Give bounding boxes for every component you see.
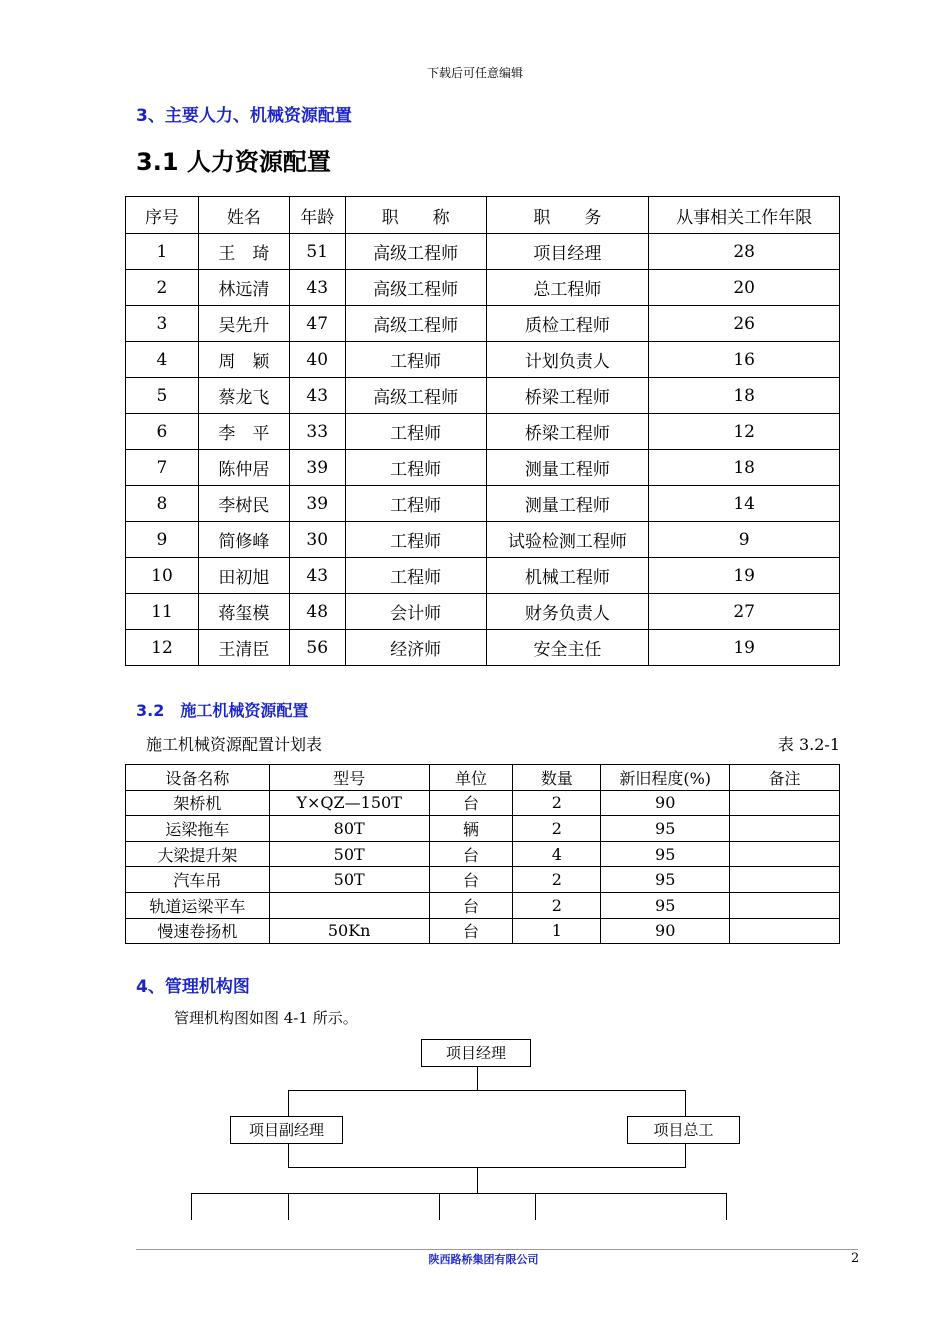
table-cell: 桥梁工程师 bbox=[486, 378, 649, 414]
table-cell: 43 bbox=[289, 270, 345, 306]
table-cell: 2 bbox=[126, 270, 199, 306]
table-cell: 18 bbox=[649, 450, 840, 486]
table-row bbox=[126, 270, 840, 306]
table-cell: 90 bbox=[601, 790, 730, 816]
column-header: 新旧程度(%) bbox=[601, 765, 730, 791]
table-cell: 9 bbox=[649, 522, 840, 558]
table-cell: 19 bbox=[649, 558, 840, 594]
table-cell: 30 bbox=[289, 522, 345, 558]
table-cell: 李 平 bbox=[198, 414, 289, 450]
table-cell: 总工程师 bbox=[486, 270, 649, 306]
org-connector bbox=[726, 1193, 727, 1220]
table-cell: 项目经理 bbox=[486, 234, 649, 270]
org-node-manager: 项目经理 bbox=[421, 1039, 531, 1067]
table-cell: 4 bbox=[513, 841, 601, 867]
column-header: 职 务 bbox=[486, 197, 649, 234]
table-cell: 39 bbox=[289, 450, 345, 486]
table-cell: 高级工程师 bbox=[345, 234, 486, 270]
table-cell: 12 bbox=[649, 414, 840, 450]
table-row bbox=[126, 522, 840, 558]
table-cell: 工程师 bbox=[345, 486, 486, 522]
section-3-1-heading: 3.1 人力资源配置 bbox=[136, 148, 331, 176]
table-cell: 轨道运梁平车 bbox=[126, 892, 270, 918]
section-3-heading: 3、主要人力、机械资源配置 bbox=[136, 106, 352, 126]
table-row bbox=[126, 234, 840, 270]
table-cell: 14 bbox=[649, 486, 840, 522]
table-cell: 田初旭 bbox=[198, 558, 289, 594]
table-cell: 20 bbox=[649, 270, 840, 306]
table-cell: 工程师 bbox=[345, 522, 486, 558]
footer-divider bbox=[136, 1249, 858, 1250]
table-cell: Y×QZ—150T bbox=[269, 790, 429, 816]
footer-company: 陕西路桥集团有限公司 bbox=[428, 1253, 539, 1266]
table-cell: 1 bbox=[513, 918, 601, 944]
table-row bbox=[126, 450, 840, 486]
table-cell: 桥梁工程师 bbox=[486, 414, 649, 450]
table-cell: 95 bbox=[601, 867, 730, 893]
table-cell: 80T bbox=[269, 816, 429, 842]
table-cell: 简修峰 bbox=[198, 522, 289, 558]
table-cell: 蒋玺模 bbox=[198, 594, 289, 630]
table-cell: 43 bbox=[289, 378, 345, 414]
table-cell: 台 bbox=[429, 841, 513, 867]
table-row bbox=[126, 816, 840, 842]
table-row bbox=[126, 630, 840, 666]
table-cell: 台 bbox=[429, 867, 513, 893]
table-cell: 4 bbox=[126, 342, 199, 378]
org-connector bbox=[191, 1193, 192, 1220]
table-cell bbox=[730, 816, 840, 842]
table-cell: 财务负责人 bbox=[486, 594, 649, 630]
table-cell: 16 bbox=[649, 342, 840, 378]
table-cell: 3 bbox=[126, 306, 199, 342]
table-cell: 6 bbox=[126, 414, 199, 450]
column-header: 备注 bbox=[730, 765, 840, 791]
table-cell: 7 bbox=[126, 450, 199, 486]
org-node-chief-engineer: 项目总工 bbox=[627, 1116, 740, 1144]
table-cell: 48 bbox=[289, 594, 345, 630]
equip-table-body bbox=[126, 790, 840, 944]
column-header: 型号 bbox=[269, 765, 429, 791]
table-cell: 18 bbox=[649, 378, 840, 414]
org-connector bbox=[288, 1193, 289, 1220]
org-connector bbox=[288, 1090, 686, 1091]
staff-table-body bbox=[126, 234, 840, 666]
column-header: 职 称 bbox=[345, 197, 486, 234]
table-cell: 经济师 bbox=[345, 630, 486, 666]
staff-table bbox=[125, 196, 840, 666]
equip-table-number: 表 3.2-1 bbox=[777, 735, 840, 754]
table-cell: 2 bbox=[513, 867, 601, 893]
table-row bbox=[126, 306, 840, 342]
table-cell: 90 bbox=[601, 918, 730, 944]
table-cell: 测量工程师 bbox=[486, 450, 649, 486]
column-header: 设备名称 bbox=[126, 765, 270, 791]
org-connector bbox=[477, 1066, 478, 1090]
table-cell: 计划负责人 bbox=[486, 342, 649, 378]
table-cell: 李树民 bbox=[198, 486, 289, 522]
table-row bbox=[126, 790, 840, 816]
table-cell: 架桥机 bbox=[126, 790, 270, 816]
org-chart-note: 管理机构图如图 4-1 所示。 bbox=[174, 1009, 358, 1027]
header-note: 下载后可任意编辑 bbox=[426, 66, 523, 80]
org-node-deputy-manager: 项目副经理 bbox=[230, 1116, 343, 1144]
table-cell: 林远清 bbox=[198, 270, 289, 306]
table-cell: 95 bbox=[601, 841, 730, 867]
table-cell: 吴先升 bbox=[198, 306, 289, 342]
table-cell bbox=[269, 892, 429, 918]
table-cell: 工程师 bbox=[345, 558, 486, 594]
table-cell: 39 bbox=[289, 486, 345, 522]
equip-table-caption: 施工机械资源配置计划表 bbox=[146, 735, 323, 754]
column-header: 从事相关工作年限 bbox=[649, 197, 840, 234]
table-cell: 工程师 bbox=[345, 414, 486, 450]
table-cell: 1 bbox=[126, 234, 199, 270]
table-cell: 11 bbox=[126, 594, 199, 630]
table-cell: 12 bbox=[126, 630, 199, 666]
table-cell: 蔡龙飞 bbox=[198, 378, 289, 414]
table-row bbox=[126, 594, 840, 630]
section-4-heading: 4、管理机构图 bbox=[136, 977, 250, 997]
table-row bbox=[126, 486, 840, 522]
table-cell bbox=[730, 867, 840, 893]
table-cell: 会计师 bbox=[345, 594, 486, 630]
table-cell: 台 bbox=[429, 790, 513, 816]
table-cell: 王清臣 bbox=[198, 630, 289, 666]
table-cell: 高级工程师 bbox=[345, 270, 486, 306]
table-cell: 56 bbox=[289, 630, 345, 666]
table-cell: 台 bbox=[429, 918, 513, 944]
table-cell: 大梁提升架 bbox=[126, 841, 270, 867]
table-cell bbox=[730, 918, 840, 944]
table-cell: 95 bbox=[601, 892, 730, 918]
table-cell: 安全主任 bbox=[486, 630, 649, 666]
table-cell: 33 bbox=[289, 414, 345, 450]
table-cell: 辆 bbox=[429, 816, 513, 842]
table-cell: 2 bbox=[513, 816, 601, 842]
table-cell: 运梁拖车 bbox=[126, 816, 270, 842]
table-cell: 50T bbox=[269, 867, 429, 893]
equipment-table bbox=[125, 764, 840, 944]
table-cell: 5 bbox=[126, 378, 199, 414]
column-header: 姓名 bbox=[198, 197, 289, 234]
column-header: 年龄 bbox=[289, 197, 345, 234]
table-cell: 高级工程师 bbox=[345, 378, 486, 414]
table-cell: 43 bbox=[289, 558, 345, 594]
table-cell bbox=[730, 892, 840, 918]
table-cell: 2 bbox=[513, 790, 601, 816]
page-number: 2 bbox=[851, 1251, 860, 1266]
staff-table-header bbox=[126, 197, 840, 234]
equip-table-header bbox=[126, 765, 840, 791]
table-cell: 王 琦 bbox=[198, 234, 289, 270]
table-row bbox=[126, 841, 840, 867]
table-row bbox=[126, 414, 840, 450]
table-cell: 工程师 bbox=[345, 342, 486, 378]
table-cell: 27 bbox=[649, 594, 840, 630]
table-row bbox=[126, 867, 840, 893]
org-connector bbox=[191, 1193, 727, 1194]
table-cell: 9 bbox=[126, 522, 199, 558]
table-cell: 50Kn bbox=[269, 918, 429, 944]
column-header: 单位 bbox=[429, 765, 513, 791]
table-cell bbox=[730, 841, 840, 867]
table-cell: 陈仲居 bbox=[198, 450, 289, 486]
table-cell: 汽车吊 bbox=[126, 867, 270, 893]
table-cell: 高级工程师 bbox=[345, 306, 486, 342]
table-cell: 28 bbox=[649, 234, 840, 270]
table-cell: 95 bbox=[601, 816, 730, 842]
table-cell bbox=[730, 790, 840, 816]
table-cell: 8 bbox=[126, 486, 199, 522]
table-cell: 质检工程师 bbox=[486, 306, 649, 342]
table-cell: 50T bbox=[269, 841, 429, 867]
table-row bbox=[126, 918, 840, 944]
table-row bbox=[126, 892, 840, 918]
table-cell: 10 bbox=[126, 558, 199, 594]
table-cell: 测量工程师 bbox=[486, 486, 649, 522]
table-cell: 2 bbox=[513, 892, 601, 918]
org-connector bbox=[288, 1167, 686, 1168]
column-header: 数量 bbox=[513, 765, 601, 791]
section-3-2-heading: 3.2 施工机械资源配置 bbox=[136, 701, 309, 720]
table-cell: 19 bbox=[649, 630, 840, 666]
table-cell: 40 bbox=[289, 342, 345, 378]
table-row bbox=[126, 342, 840, 378]
org-connector bbox=[477, 1167, 478, 1193]
table-cell: 工程师 bbox=[345, 450, 486, 486]
org-connector bbox=[439, 1193, 440, 1220]
table-cell: 机械工程师 bbox=[486, 558, 649, 594]
table-cell: 慢速卷扬机 bbox=[126, 918, 270, 944]
table-cell: 台 bbox=[429, 892, 513, 918]
table-row bbox=[126, 558, 840, 594]
table-cell: 试验检测工程师 bbox=[486, 522, 649, 558]
column-header: 序号 bbox=[126, 197, 199, 234]
org-connector bbox=[535, 1193, 536, 1220]
table-row bbox=[126, 378, 840, 414]
table-cell: 26 bbox=[649, 306, 840, 342]
table-cell: 周 颖 bbox=[198, 342, 289, 378]
table-cell: 47 bbox=[289, 306, 345, 342]
table-cell: 51 bbox=[289, 234, 345, 270]
